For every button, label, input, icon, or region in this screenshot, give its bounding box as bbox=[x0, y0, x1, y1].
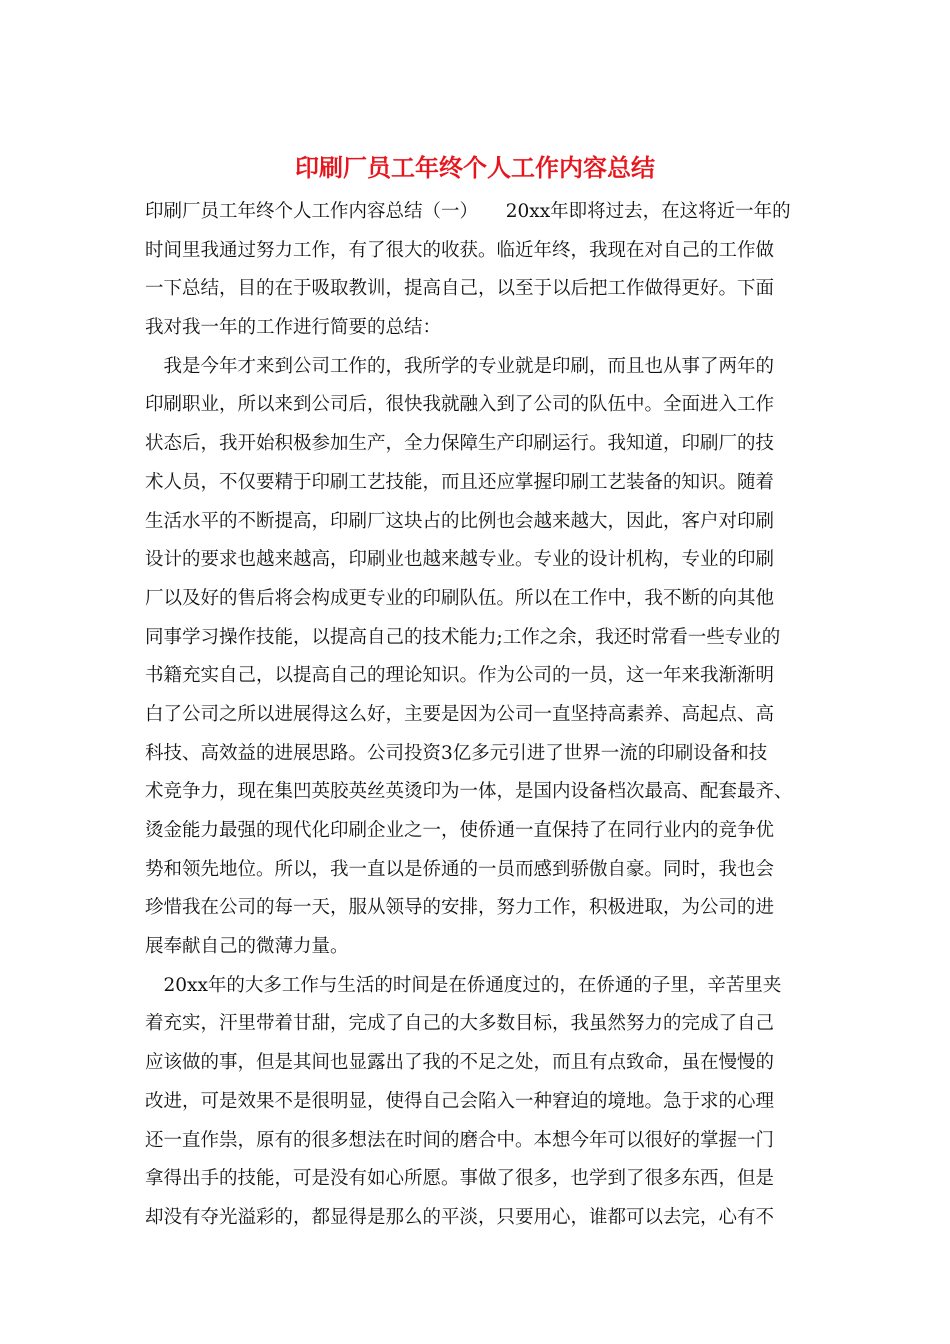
text-line: 白了公司之所以进展得这么好，主要是因为公司一直坚持高素养、高起点、高 bbox=[145, 703, 775, 725]
text-line: 术竞争力，现在集凹英胶英丝英烫印为一体，是国内设备档次最高、配套最齐、 bbox=[145, 781, 793, 803]
document-title: 印刷厂员工年终个人工作内容总结 bbox=[295, 154, 655, 182]
text-line: 生活水平的不断提高，印刷厂这块占的比例也会越来越大，因此，客户对印刷 bbox=[145, 510, 775, 532]
text-line: 我对我一年的工作进行简要的总结： bbox=[145, 317, 442, 339]
text-line: 拿得出手的技能，可是没有如心所愿。事做了很多，也学到了很多东西，但是 bbox=[145, 1168, 775, 1190]
text-line: 科技、高效益的进展思路。公司投资3亿多元引进了世界一流的印刷设备和技 bbox=[145, 742, 768, 764]
text-line: 我是今年才来到公司工作的，我所学的专业就是印刷，而且也从事了两年的 bbox=[145, 355, 775, 377]
text-line: 一下总结，目的在于吸取教训，提高自己，以至于以后把工作做得更好。下面 bbox=[145, 278, 775, 300]
paragraph-intro bbox=[145, 193, 805, 348]
text-line: 印刷厂员工年终个人工作内容总结（一） 20xx年即将过去，在这将近一年的 bbox=[145, 201, 791, 222]
text-line: 应该做的事，但是其间也显露出了我的不足之处，而且有点致命，虽在慢慢的 bbox=[145, 1052, 775, 1074]
paragraph-reflection bbox=[145, 967, 805, 1238]
text-line: 势和领先地位。所以，我一直以是侨通的一员而感到骄傲自豪。同时，我也会 bbox=[145, 858, 775, 880]
text-line: 术人员，不仅要精于印刷工艺技能，而且还应掌握印刷工艺装备的知识。随着 bbox=[145, 471, 775, 493]
document-body bbox=[145, 193, 805, 1238]
text-line: 状态后，我开始积极参加生产，全力保障生产印刷运行。我知道，印刷厂的技 bbox=[145, 433, 775, 455]
text-line: 还一直作祟，原有的很多想法在时间的磨合中。本想今年可以很好的掌握一门 bbox=[145, 1129, 775, 1151]
text-line: 设计的要求也越来越高，印刷业也越来越专业。专业的设计机构，专业的印刷 bbox=[145, 549, 775, 571]
text-line: 却没有夺光溢彩的，都显得是那么的平淡，只要用心，谁都可以去完，心有不 bbox=[145, 1206, 775, 1228]
text-line: 厂以及好的售后将会构成更专业的印刷队伍。所以在工作中，我不断的向其他 bbox=[145, 587, 775, 609]
text-line: 改进，可是效果不是很明显，使得自己会陷入一种窘迫的境地。急于求的心理 bbox=[145, 1090, 775, 1112]
paragraph-work bbox=[145, 348, 805, 967]
text-line: 珍惜我在公司的每一天，服从领导的安排，努力工作，积极进取，为公司的进 bbox=[145, 897, 775, 919]
text-line: 书籍充实自己，以提高自己的理论知识。作为公司的一员，这一年来我渐渐明 bbox=[145, 665, 775, 687]
text-line: 同事学习操作技能，以提高自己的技术能力;工作之余，我还时常看一些专业的 bbox=[145, 626, 781, 648]
text-line: 着充实，汗里带着甘甜，完成了自己的大多数目标，我虽然努力的完成了自己 bbox=[145, 1013, 775, 1035]
text-line: 20xx年的大多工作与生活的时间是在侨通度过的，在侨通的子里，辛苦里夹 bbox=[145, 974, 782, 996]
text-line: 烫金能力最强的现代化印刷企业之一，使侨通一直保持了在同行业内的竞争优 bbox=[145, 820, 775, 841]
text-line: 展奉献自己的微薄力量。 bbox=[145, 936, 349, 958]
text-line: 印刷职业，所以来到公司后，很快我就融入到了公司的队伍中。全面进入工作 bbox=[145, 394, 775, 416]
text-line: 时间里我通过努力工作，有了很大的收获。临近年终，我现在对自己的工作做 bbox=[145, 239, 775, 261]
